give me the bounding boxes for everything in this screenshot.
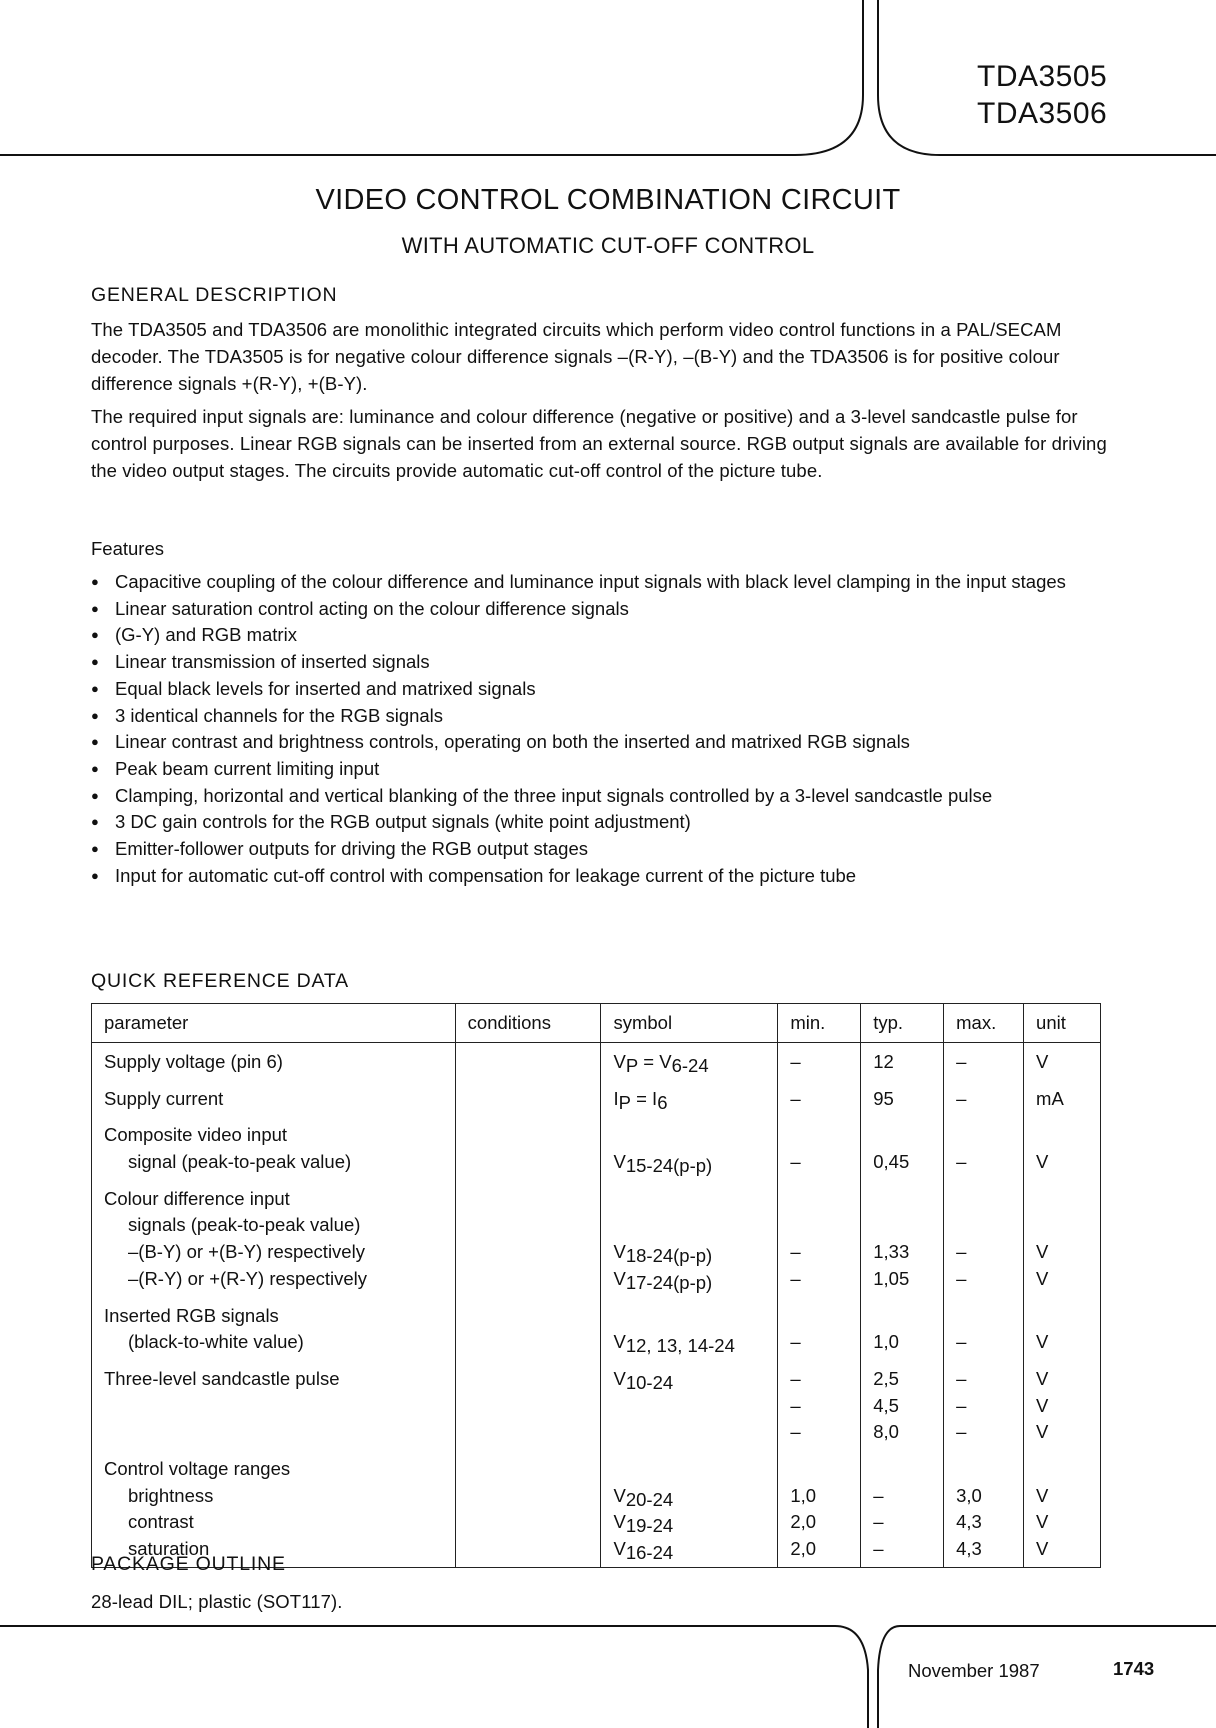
parameter-cell: Supply current — [92, 1080, 456, 1117]
feature-item: ● Emitter-follower outputs for driving the RGB output stages — [91, 836, 1111, 863]
min-cell: – — [778, 1297, 861, 1360]
column-header: max. — [944, 1004, 1024, 1043]
parameter-cell: Inserted RGB signals (black-to-white value) — [92, 1297, 456, 1360]
max-cell: – — [944, 1043, 1024, 1080]
table-row — [92, 1450, 1101, 1567]
symbol-cell: $V_{15-24(p-p)}$ — [601, 1116, 778, 1179]
unit-cell: V — [1024, 1043, 1101, 1080]
table-row — [92, 1180, 1101, 1297]
description-paragraph: The TDA3505 and TDA3506 are monolithic integrated circuits which perform video control functions in a PAL/SECAM decoder. The TDA3505 is for negative colour difference signals –(R-Y), –(B-Y) and the TDA3506 is for positive colour difference signals +(R-Y), +(B-Y). — [91, 319, 1062, 394]
max-cell: – — [944, 1080, 1024, 1117]
package-outline-text: 28-lead DIL; plastic (SOT117). — [91, 1591, 343, 1612]
feature-item: ● Input for automatic cut-off control with compensation for leakage current of the picture tube — [91, 863, 1111, 890]
feature-item: ● Linear contrast and brightness controls, operating on both the inserted and matrixed RGB signals — [91, 729, 1111, 756]
general-description-body — [91, 316, 1111, 490]
column-header: min. — [778, 1004, 861, 1043]
min-cell: – — [778, 1080, 861, 1117]
feature-item: ● Clamping, horizontal and vertical blanking of the three input signals controlled by a 3-level sandcastle pulse — [91, 783, 1111, 810]
min-cell: 1,0 2,0 2,0 — [778, 1450, 861, 1567]
max-cell: – – — [944, 1180, 1024, 1297]
column-header: unit — [1024, 1004, 1101, 1043]
parameter-cell: Colour difference input signals (peak-to-peak value) –(B-Y) or +(B-Y) respectively –(R-Y) or +(R-Y) respectively — [92, 1180, 456, 1297]
symbol-cell: $V_{12, 13, 14-24}$ — [601, 1297, 778, 1360]
feature-item: ● 3 DC gain controls for the RGB output signals (white point adjustment) — [91, 809, 1111, 836]
typ-cell: – – – — [861, 1450, 944, 1567]
unit-cell: V V V — [1024, 1360, 1101, 1450]
column-header: parameter — [92, 1004, 456, 1043]
quick-reference-table — [91, 1003, 1101, 1568]
conditions-cell — [455, 1080, 601, 1117]
typ-cell: 12 — [861, 1043, 944, 1080]
max-cell: – — [944, 1116, 1024, 1179]
typ-cell: 1,0 — [861, 1297, 944, 1360]
feature-item: ● Equal black levels for inserted and matrixed signals — [91, 676, 1111, 703]
footer-left-rule — [0, 1626, 868, 1728]
unit-cell: mA — [1024, 1080, 1101, 1117]
feature-item: ● Linear saturation control acting on the colour difference signals — [91, 596, 1111, 623]
conditions-cell — [455, 1116, 601, 1179]
typ-cell: 95 — [861, 1080, 944, 1117]
parameter-cell: Composite video input signal (peak-to-peak value) — [92, 1116, 456, 1179]
table-row — [92, 1360, 1101, 1450]
feature-item: ● Peak beam current limiting input — [91, 756, 1111, 783]
parameter-cell: Three-level sandcastle pulse — [92, 1360, 456, 1450]
max-cell: 3,0 4,3 4,3 — [944, 1450, 1024, 1567]
parameter-cell: Supply voltage (pin 6) — [92, 1043, 456, 1080]
column-header: conditions — [455, 1004, 601, 1043]
header-left-rule — [0, 0, 863, 155]
symbol-cell: $I_P = I_6$ — [601, 1080, 778, 1117]
symbol-cell: $V_P = V_{6-24}$ — [601, 1043, 778, 1080]
symbol-cell: $V_{20-24}$ $V_{19-24}$ $V_{16-24}$ — [601, 1450, 778, 1567]
table-row — [92, 1116, 1101, 1179]
features-list — [91, 569, 1111, 889]
column-header: typ. — [861, 1004, 944, 1043]
max-cell: – — [944, 1297, 1024, 1360]
max-cell: – – – — [944, 1360, 1024, 1450]
features-heading: Features — [91, 538, 165, 559]
typ-cell: 2,5 4,5 8,0 — [861, 1360, 944, 1450]
feature-item: ● Capacitive coupling of the colour difference and luminance input signals with black level clamping in the input stages — [91, 569, 1111, 596]
description-paragraph: The required input signals are: luminance and colour difference (negative or positive) and a 3-level sandcastle pulse for control purposes. Linear RGB signals can be inserted from an external source. RGB output signals are available for driving the video output stages. The circuits provide automatic cut-off control of the picture tube. — [91, 406, 1107, 481]
symbol-cell: $V_{10-24}$ — [601, 1360, 778, 1450]
table-row — [92, 1043, 1101, 1080]
unit-cell: V V V — [1024, 1450, 1101, 1567]
conditions-cell — [455, 1297, 601, 1360]
document-title: VIDEO CONTROL COMBINATION CIRCUIT — [315, 184, 901, 216]
document-subtitle: WITH AUTOMATIC CUT-OFF CONTROL — [401, 233, 815, 258]
min-cell: – – — [778, 1180, 861, 1297]
general-description-heading: GENERAL DESCRIPTION — [91, 284, 338, 306]
typ-cell: 1,33 1,05 — [861, 1180, 944, 1297]
feature-item: ● Linear transmission of inserted signals — [91, 649, 1111, 676]
conditions-cell — [455, 1043, 601, 1080]
unit-cell: V — [1024, 1116, 1101, 1179]
unit-cell: V V — [1024, 1180, 1101, 1297]
page-number: 1743 — [1113, 1658, 1155, 1679]
table-row — [92, 1080, 1101, 1117]
unit-cell: V — [1024, 1297, 1101, 1360]
package-outline-heading: PACKAGE OUTLINE — [91, 1553, 286, 1575]
min-cell: – — [778, 1116, 861, 1179]
conditions-cell — [455, 1450, 601, 1567]
parameter-cell: Control voltage ranges brightness contrast saturation — [92, 1450, 456, 1567]
part-number-2: TDA3506 — [977, 97, 1108, 130]
feature-item: ● 3 identical channels for the RGB signals — [91, 703, 1111, 730]
conditions-cell — [455, 1360, 601, 1450]
conditions-cell — [455, 1180, 601, 1297]
column-header: symbol — [601, 1004, 778, 1043]
part-number-1: TDA3505 — [977, 60, 1108, 93]
table-header-row — [92, 1004, 1101, 1043]
footer-date: November 1987 — [908, 1660, 1040, 1681]
min-cell: – — [778, 1043, 861, 1080]
symbol-cell: $V_{18-24(p-p)}$ $V_{17-24(p-p)}$ — [601, 1180, 778, 1297]
feature-item: ● (G-Y) and RGB matrix — [91, 622, 1111, 649]
typ-cell: 0,45 — [861, 1116, 944, 1179]
min-cell: – – – — [778, 1360, 861, 1450]
quick-reference-heading: QUICK REFERENCE DATA — [91, 970, 349, 992]
table-row — [92, 1297, 1101, 1360]
